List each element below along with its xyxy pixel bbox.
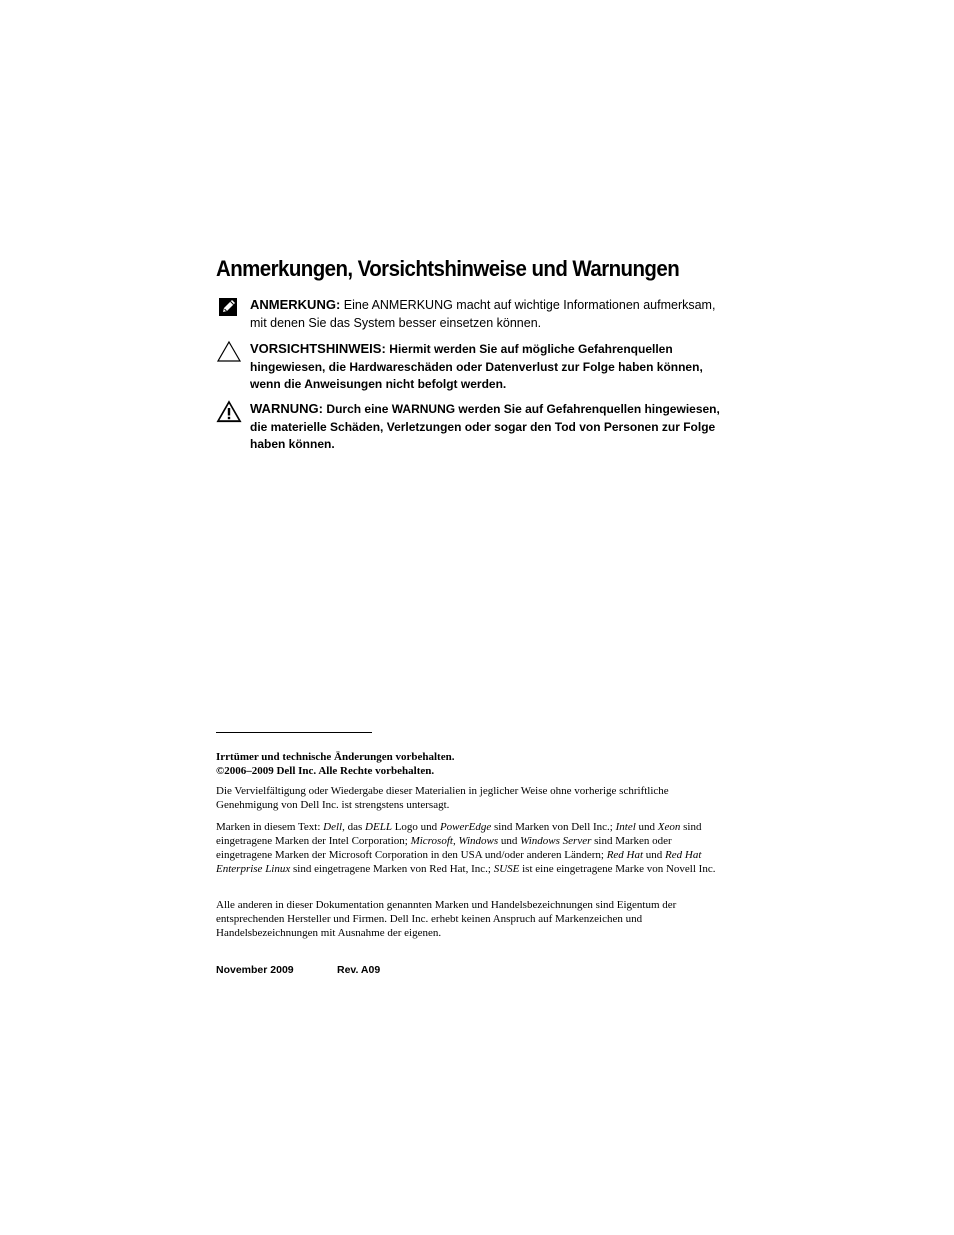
errata-line: Irrtümer und technische Änderungen vorbehalten. — [216, 751, 455, 763]
warning-text — [250, 400, 730, 454]
warning-label: WARNUNG: — [250, 401, 323, 416]
caution-label: VORSICHTSHINWEIS: — [250, 341, 386, 356]
caution-triangle-icon — [216, 340, 242, 364]
warning-exclamation-triangle-icon — [216, 400, 242, 424]
other-trademarks-paragraph: Alle anderen in dieser Dokumentation genannten Marken und Handelsbezeichnungen sind Eigentum der entsprechenden Hersteller und Firmen. Dell Inc. erhebt keinen Anspruch auf Markenzeichen und Handelsbezeichnungen mit Ausnahme der eigenen. — [216, 899, 677, 939]
page-title: Anmerkungen, Vorsichtshinweise und Warnungen — [216, 256, 680, 281]
reproduction-notice: Die Vervielfältigung oder Wiedergabe dieser Materialien in jeglicher Weise ohne vorherige schriftliche Genehmigung von Dell Inc. ist strengstens untersagt. — [216, 785, 669, 811]
note-label: ANMERKUNG: — [250, 297, 341, 312]
trademarks-paragraph: Marken in diesem Text: Dell, das DELL Logo und PowerEdge sind Marken von Dell Inc.; Intel und Xeon sind eingetragene Marken der Intel Corporation; Microsoft, Windows und Windows Server sind Marken oder eingetragene Marken der Microsoft Corporation in den USA und/oder anderen Ländern; Red Hat und Red Hat Enterprise Linux sind eingetragene Marken von Red Hat, Inc.; SUSE ist eine eingetragene Marke von Novell Inc. — [216, 821, 716, 875]
legal-header — [216, 750, 726, 778]
note-body: Eine ANMERKUNG macht auf wichtige Informationen aufmerksam, mit denen Sie das System besser einsetzen können. — [250, 298, 716, 330]
caution-body: Hiermit werden Sie auf mögliche Gefahrenquellen hingewiesen, die Hardwareschäden oder Datenverlust zur Folge haben können, wenn die Anweisungen nicht befolgt werden. — [250, 342, 703, 391]
note-text — [250, 296, 730, 332]
caution-text — [250, 340, 730, 394]
note-pencil-icon — [216, 296, 242, 320]
footnote-divider — [216, 732, 372, 733]
publication-date: November 2009 — [216, 964, 294, 976]
revision-number: Rev. A09 — [337, 964, 381, 976]
copyright-line: ©2006–2009 Dell Inc. Alle Rechte vorbehalten. — [216, 765, 435, 777]
warning-body: Durch eine WARNUNG werden Sie auf Gefahrenquellen hingewiesen, die materielle Schäden, Verletzungen oder sogar den Tod von Personen zur Folge haben können. — [250, 402, 720, 451]
